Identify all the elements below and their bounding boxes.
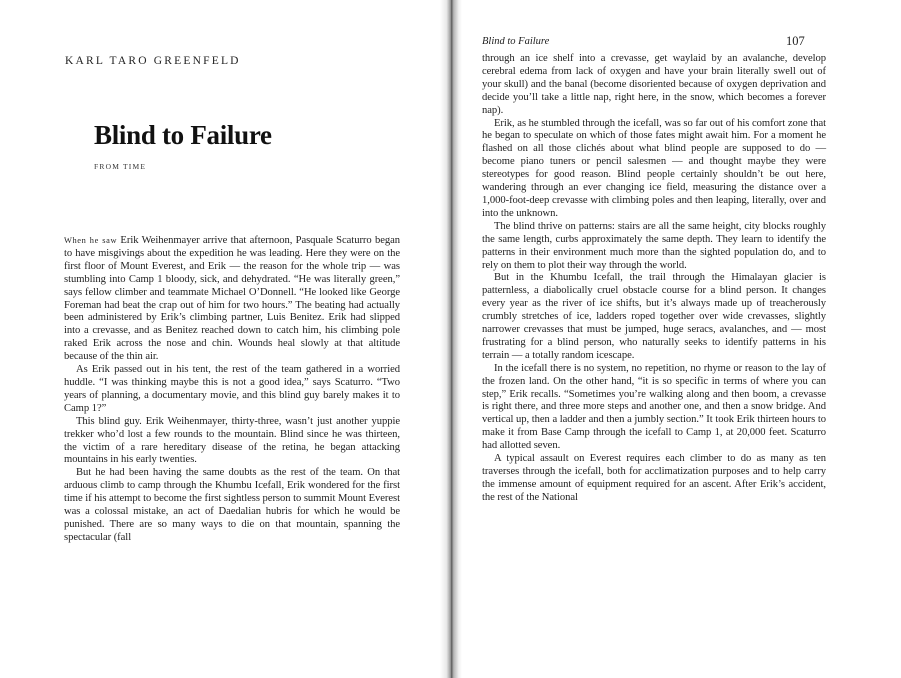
continued-paragraph: through an ice shelf into a crevasse, get waylaid by an avalanche, develop cerebral edema from lack of oxygen and have your brain literally swell out of your skull) and the banal (become disoriented because of oxygen deprivation and decide you’ll take a little nap, right here, in the snow, which becomes a forever nap). xyxy=(482,53,826,116)
body-paragraph: As Erik passed out in his tent, the rest of the team gathered in a worried huddle. “I was thinking maybe this is not a good idea,” says Scaturro. “Two years of planning, a documentary movie, and this blind guy barely makes it to Camp 1?” xyxy=(64,364,400,414)
left-page xyxy=(0,0,446,678)
body-paragraph: This blind guy. Erik Weihenmayer, thirty-three, wasn’t just another yuppie trekker who’d lost a few rounds to the mountain. Blind since he was thirteen, the victim of a rare hereditary disease of the retina, he began attacking mountains in his early twenties. xyxy=(64,415,400,466)
paragraph-text: Erik Weihenmayer arrive that afternoon, Pasquale Scaturro began to have misgivings about the expedition he was leading. Here they were on the first floor of Mount Everest, and Erik — the reason for the whole trip — was stumbling into Camp 1 bloody, sick, and dehydrated. “He was literally green,” says fellow climber and teammate Michael O’Donnell. “He looked like George Foreman had beat the crap out of him for two hours.” The beating had actually been administered by Erik’s climbing partner, Luis Benitez. Erik had slipped into a crevasse, and as Benitez reached down to catch him, his climbing pole raked Erik across the nose and chin. Wounds heal slowly at that altitude because of the thin air. xyxy=(64,235,400,363)
body-paragraph: The blind thrive on patterns: stairs are all the same height, city blocks roughly the same length, curbs approximately the same depth. They learn to identify the patterns in their environment much more than the sighted population do, and to rely on them to plot their way through the world. xyxy=(482,220,826,271)
lead-in-smallcaps: When he saw xyxy=(64,236,118,245)
body-paragraph: A typical assault on Everest requires each climber to do as many as ten traverses through the icefall, both for acclimatization purposes and to help carry the immense amount of equipment required for an ascent. After Erik’s accident, the rest of the National xyxy=(482,453,826,503)
body-paragraph xyxy=(64,235,400,364)
author-name: KARL TARO GREENFELD xyxy=(65,55,241,67)
body-paragraph: In the icefall there is no system, no repetition, no rhyme or reason to the lay of the frozen land. On the other hand, “it is so specific in terms of where you can step,” Erik recalls. “Sometimes you’re walking along and then boom, a crevasse is right there, and three more steps and another one, and then a snow bridge. And vertical up, then a ladder and then a jumbly section.” It took Erik thirteen hours to make it from Base Camp through the icefall to Camp 1, at 20,000 feet. Scaturro had allotted seven. xyxy=(482,362,826,452)
left-body-text xyxy=(64,235,400,545)
body-paragraph: Erik, as he stumbled through the icefall, was so far out of his comfort zone that he began to speculate on which of those fates might await him. For a moment he flashed on all those clichés about what blind people are supposed to do — become piano tuners or pencil salesmen — and thought maybe they were stereotypes for good reason. Blind people certainly shouldn’t be out here, wandering through an ever changing ice field, measuring the distance over a 1,000-foot-deep crevasse with climbing poles and then leaping, literally, over and into the unknown. xyxy=(482,117,826,219)
running-head: Blind to Failure xyxy=(482,36,550,47)
body-paragraph: But in the Khumbu Icefall, the trail through the Himalayan glacier is patternless, a diabolically cruel obstacle course for a blind person. It changes every year as the river of ice shifts, but it’s always made up of treacherously crumbly stretches of ice, ladders roped together over wide crevasses, slightly narrower crevasses that must be jumped, huge seracs, avalanches, and — most frustrating for a blind person, who naturally seeks to identify patterns in his terrain — a totally random icescape. xyxy=(482,272,826,361)
source-line: FROM TIME xyxy=(94,162,147,171)
right-body-text xyxy=(482,53,826,505)
body-paragraph: But he had been having the same doubts as the rest of the team. On that arduous climb to camp through the Khumbu Icefall, Erik wondered for the first time if his attempt to become the first sightless person to summit Mount Everest was a colossal mistake, an act of Daedalian hubris for which he would be punished. There are so many ways to die on that mountain, spanning the spectacular (fall xyxy=(64,467,400,543)
chapter-title: Blind to Failure xyxy=(94,120,272,150)
page-number: 107 xyxy=(786,34,805,48)
